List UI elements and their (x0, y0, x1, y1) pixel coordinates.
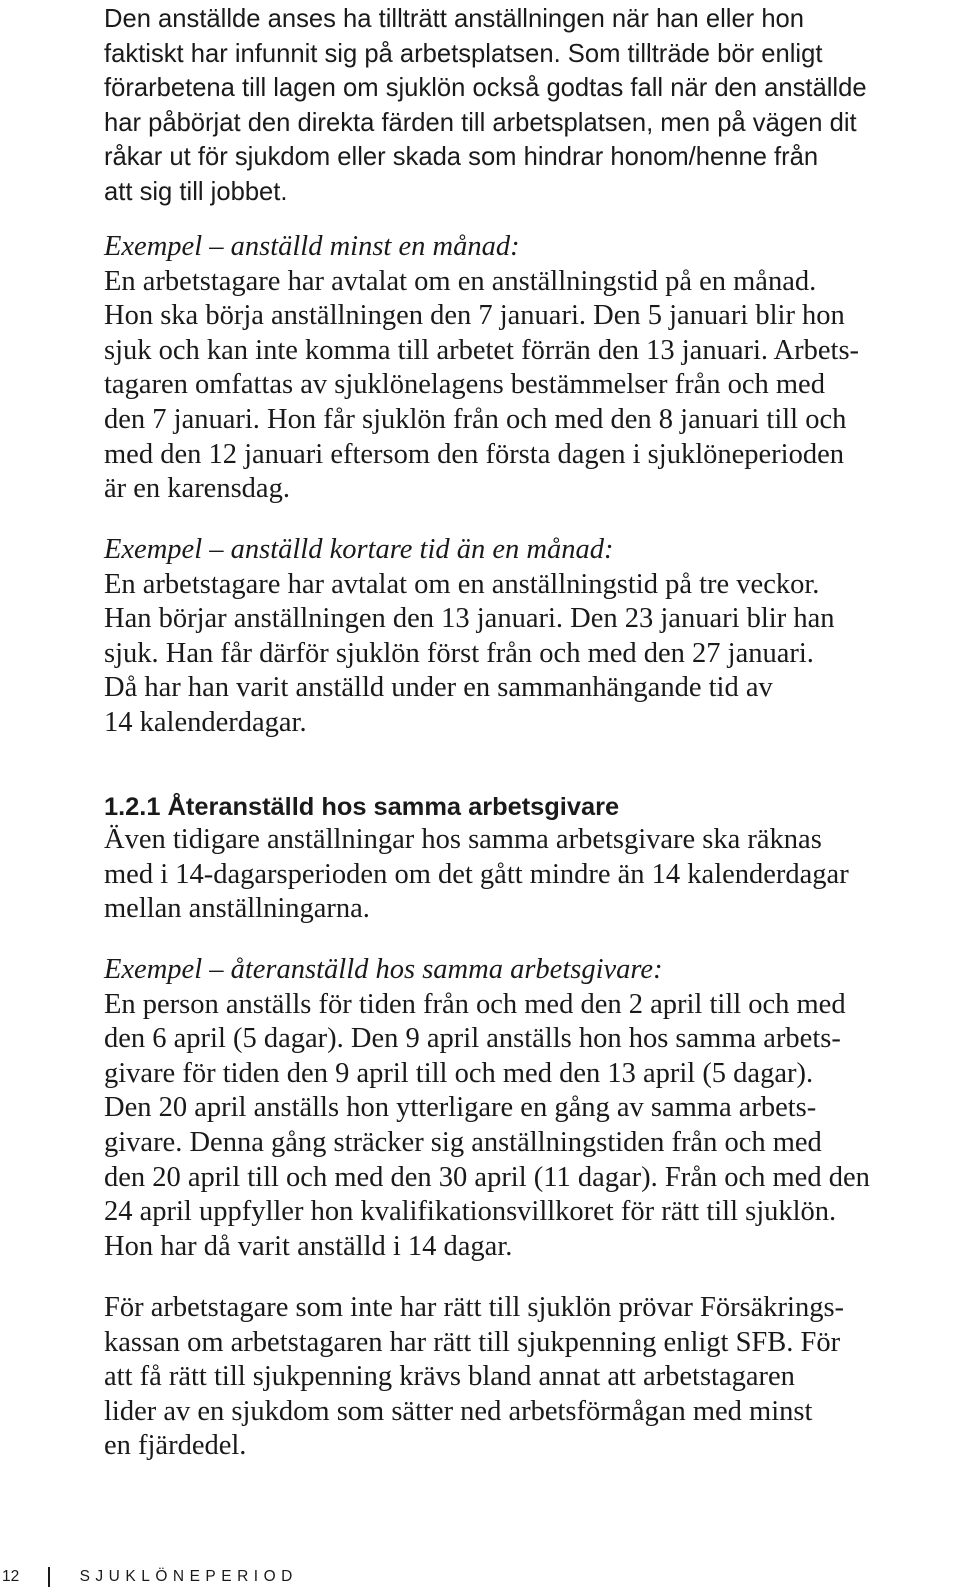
example-title: Exempel – anställd minst en månad: (104, 231, 520, 262)
text-line: sjuk. Han får därför sjuklön först från och med den 27 januari. (104, 637, 814, 669)
text-line: lider av en sjukdom som sätter ned arbetsförmågan med minst (104, 1395, 813, 1427)
example-title: Exempel – återanställd hos samma arbetsgivare: (104, 954, 663, 985)
example-kortare-tid (104, 533, 834, 741)
page-footer (0, 1566, 298, 1588)
section-aterstalld (104, 792, 849, 927)
footer-divider (48, 1567, 50, 1587)
text-line: den 7 januari. Hon får sjuklön från och med den 8 januari till och (104, 403, 847, 435)
text-line: att sig till jobbet. (104, 177, 288, 206)
text-line: att få rätt till sjukpenning krävs bland annat att arbetstagaren (104, 1361, 795, 1393)
text-line: har påbörjat den direkta färden till arbetsplatsen, men på vägen dit (104, 108, 857, 137)
text-line: Hon ska börja anställningen den 7 januari. Den 5 januari blir hon (104, 300, 845, 332)
text-line: med i 14-dagarsperioden om det gått mindre än 14 kalenderdagar (104, 858, 849, 890)
text-line: med den 12 januari eftersom den första dagen i sjuklöneperioden (104, 438, 844, 470)
section-heading: 1.2.1 Återanställd hos samma arbetsgivare (104, 793, 620, 821)
text-line: sjuk och kan inte komma till arbetet förrän den 13 januari. Arbets- (104, 334, 860, 366)
example-aterstalld (104, 953, 870, 1264)
text-line: Han börjar anställningen den 13 januari. Den 23 januari blir han (104, 603, 835, 635)
text-line: den 20 april till och med den 30 april (11 dagar). Från och med den (104, 1161, 870, 1193)
example-title: Exempel – anställd kortare tid än en månad: (104, 534, 614, 565)
text-line: En arbetstagare har avtalat om en anställningstid på en månad. (104, 265, 817, 297)
page-number: 12 (2, 1568, 20, 1585)
text-line: För arbetstagare som inte har rätt till sjuklön prövar Försäkrings- (104, 1292, 845, 1323)
text-line: Hon har då varit anställd i 14 dagar. (104, 1230, 513, 1262)
text-line: råkar ut för sjukdom eller skada som hindrar honom/henne från (104, 143, 819, 172)
text-line: Då har han varit anställd under en sammanhängande tid av (104, 672, 773, 704)
text-line: 24 april uppfyller hon kvalifikationsvillkoret för rätt till sjuklön. (104, 1196, 837, 1228)
text-line: givare. Denna gång sträcker sig anställningstiden från och med (104, 1126, 822, 1158)
text-line: Även tidigare anställningar hos samma arbetsgivare ska räknas (104, 824, 822, 855)
example-minst-en-manad (104, 230, 859, 507)
text-line: faktiskt har infunnit sig på arbetsplatsen. Som tillträde bör enligt (104, 39, 823, 68)
intro-paragraph (104, 2, 867, 210)
section-paragraph (104, 823, 849, 927)
text-line: tagaren omfattas av sjuklönelagens bestämmelser från och med (104, 369, 825, 401)
text-line: kassan om arbetstagaren har rätt till sjukpenning enligt SFB. För (104, 1326, 841, 1358)
text-line: den 6 april (5 dagar). Den 9 april anställs hon hos samma arbets- (104, 1023, 841, 1055)
text-line: givare för tiden den 9 april till och med den 13 april (5 dagar). (104, 1057, 814, 1089)
text-line: En arbetstagare har avtalat om en anställningstid på tre veckor. (104, 568, 820, 600)
text-line: 14 kalenderdagar. (104, 706, 307, 738)
text-line: en fjärdedel. (104, 1430, 247, 1462)
closing-paragraph (104, 1291, 844, 1464)
text-line: En person anställs för tiden från och med den 2 april till och med (104, 988, 846, 1020)
text-line: mellan anställningarna. (104, 893, 370, 925)
section-name: SJUKLÖNEPERIOD (79, 1568, 298, 1585)
text-line: Den anställde anses ha tillträtt anställningen när han eller hon (104, 5, 805, 33)
text-line: är en karensdag. (104, 473, 290, 505)
text-line: förarbetena till lagen om sjuklön också godtas fall när den anställde (104, 74, 867, 103)
text-line: Den 20 april anställs hon ytterligare en gång av samma arbets- (104, 1092, 817, 1124)
